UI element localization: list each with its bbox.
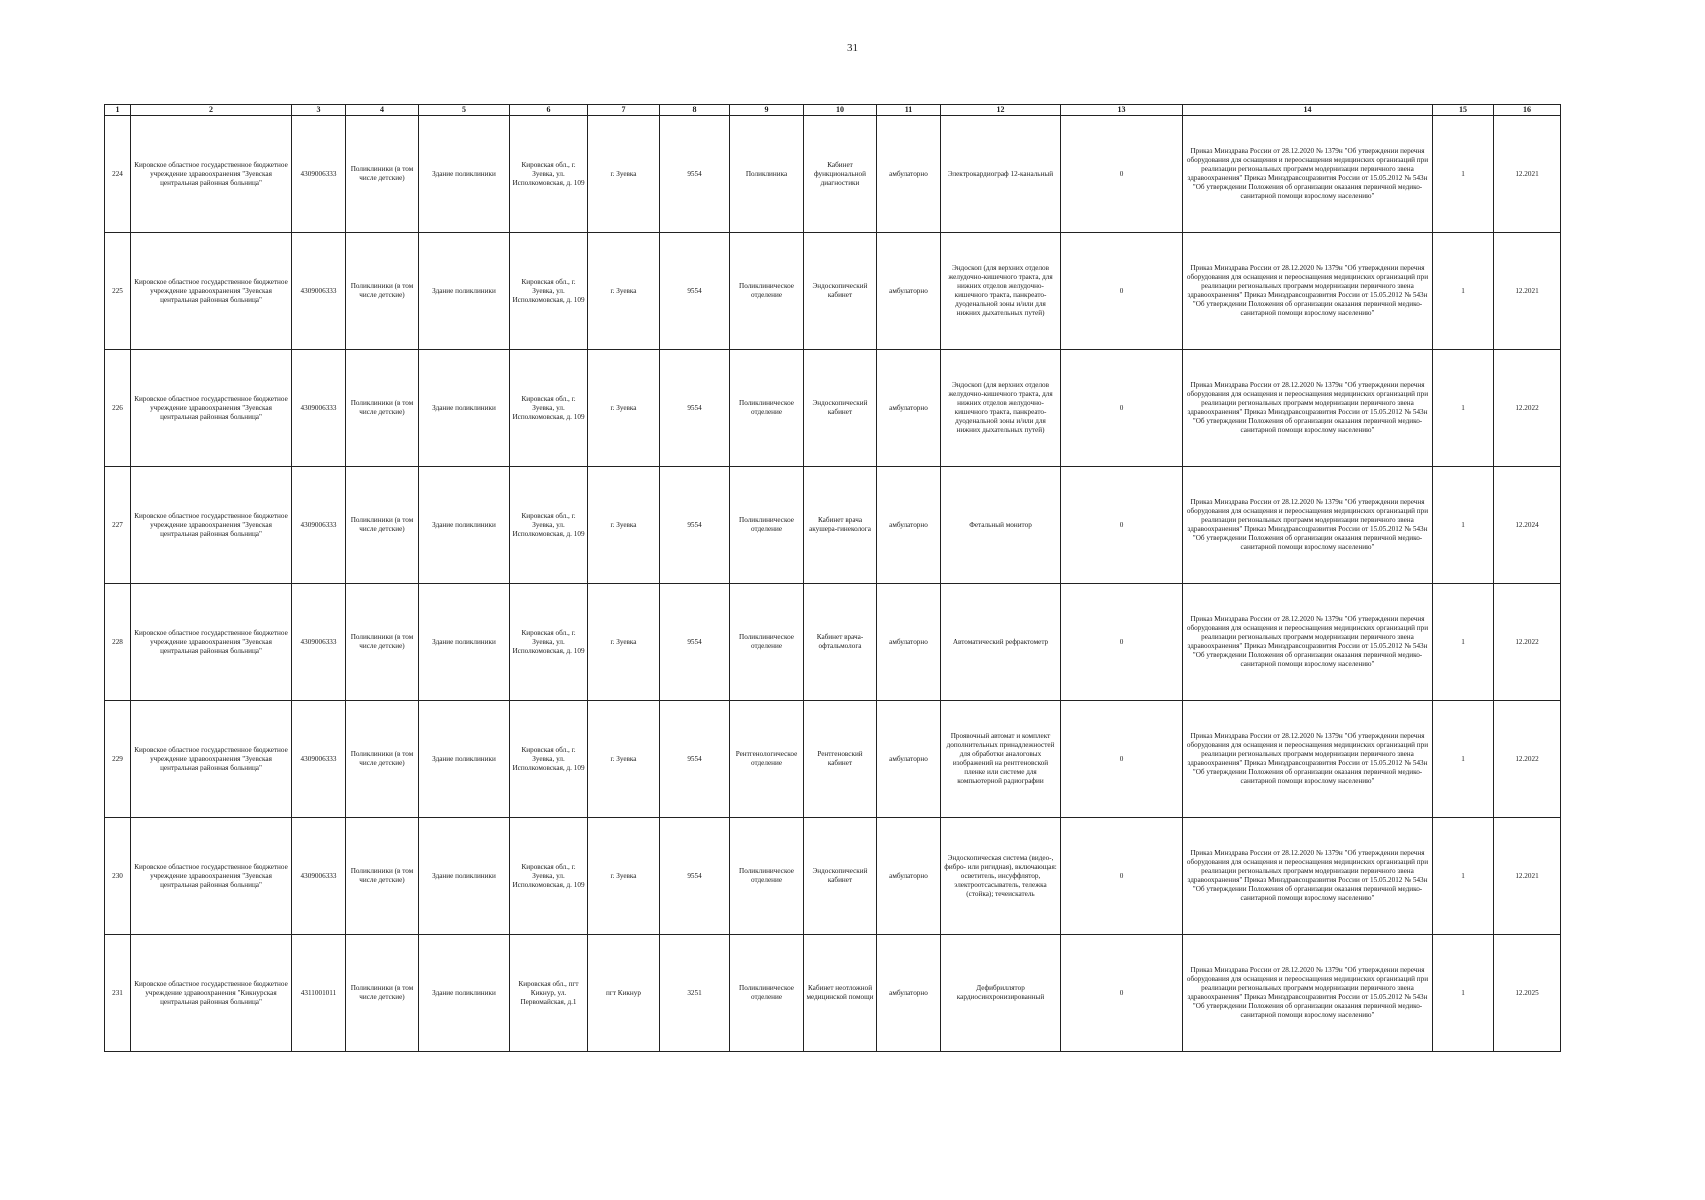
room-cell: Эндоскопический кабинет [804,818,877,935]
building-cell: Здание поликлиники [419,584,510,701]
regulation-document: Приказ Минздрава России от 28.12.2020 № 1379н "Об утверждении перечня оборудования для оснащения и переоснащения медицинских организаций при реализации региональных программ модернизации первичного звена здравоохранения" Приказ Минздравсоцразвития России от 15.05.2012 № 543н "Об утверждении Положения об организации оказания первичной медико-санитарной помощи взрослому населению" [1183,467,1433,584]
address-cell: Кировская обл., г. Зуевка, ул. Исполкомовская, д. 109 [510,818,588,935]
code-cell: 9554 [660,584,730,701]
inn-cell: 4309006333 [292,818,346,935]
address-cell: Кировская обл., г. Зуевка, ул. Исполкомовская, д. 109 [510,467,588,584]
care-mode-cell: амбулаторно [877,233,941,350]
room-cell: Эндоскопический кабинет [804,233,877,350]
care-mode-cell: амбулаторно [877,467,941,584]
planned-quantity: 1 [1433,116,1494,233]
row-number: 225 [105,233,131,350]
row-number: 227 [105,467,131,584]
table-row [105,818,1561,935]
existing-quantity: 0 [1061,935,1183,1052]
care-mode-cell: амбулаторно [877,584,941,701]
regulation-document: Приказ Минздрава России от 28.12.2020 № 1379н "Об утверждении перечня оборудования для оснащения и переоснащения медицинских организаций при реализации региональных программ модернизации первичного звена здравоохранения" Приказ Минздравсоцразвития России от 15.05.2012 № 543н "Об утверждении Положения об организации оказания первичной медико-санитарной помощи взрослому населению" [1183,701,1433,818]
inn-cell: 4309006333 [292,233,346,350]
department-cell: Поликлиническое отделение [730,467,804,584]
delivery-date: 12.2024 [1494,467,1561,584]
delivery-date: 12.2025 [1494,935,1561,1052]
existing-quantity: 0 [1061,467,1183,584]
delivery-date: 12.2021 [1494,116,1561,233]
settlement-cell: г. Зуевка [588,818,660,935]
existing-quantity: 0 [1061,584,1183,701]
equipment-name: Эндоскоп (для верхних отделов желудочно-кишечного тракта, для нижних отделов желудочно-кишечного тракта, панкреато-дуоденальной зоны и/или для нижних дыхательных путей) [941,233,1061,350]
column-header: 10 [804,105,877,116]
planned-quantity: 1 [1433,350,1494,467]
table-row [105,116,1561,233]
column-header: 6 [510,105,588,116]
code-cell: 9554 [660,701,730,818]
existing-quantity: 0 [1061,350,1183,467]
address-cell: Кировская обл., г. Зуевка, ул. Исполкомовская, д. 109 [510,233,588,350]
code-cell: 3251 [660,935,730,1052]
department-cell: Рентгенологическое отделение [730,701,804,818]
settlement-cell: г. Зуевка [588,350,660,467]
column-header: 3 [292,105,346,116]
equipment-name: Электрокардиограф 12-канальный [941,116,1061,233]
inn-cell: 4309006333 [292,584,346,701]
settlement-cell: г. Зуевка [588,467,660,584]
delivery-date: 12.2022 [1494,350,1561,467]
equipment-name: Автоматический рефрактометр [941,584,1061,701]
table-row [105,701,1561,818]
column-header: 2 [131,105,292,116]
equipment-name: Проявочный автомат и комплект дополнительных принадлежностей для обработки аналоговых изображений на рентгеновской пленке или системе для компьютерной радиографии [941,701,1061,818]
code-cell: 9554 [660,116,730,233]
address-cell: Кировская обл., пгт Кикнур, ул. Первомайская, д.1 [510,935,588,1052]
equipment-name: Эндоскопическая система (видео-, фибро- или ригидная), включающая: осветитель, инсуффлятор, электроотсасыватель, тележка (стойка); течеискатель [941,818,1061,935]
facility-type: Поликлиники (в том числе детские) [346,935,419,1052]
department-cell: Поликлиническое отделение [730,233,804,350]
code-cell: 9554 [660,467,730,584]
column-header: 7 [588,105,660,116]
building-cell: Здание поликлиники [419,818,510,935]
care-mode-cell: амбулаторно [877,116,941,233]
row-number: 229 [105,701,131,818]
care-mode-cell: амбулаторно [877,818,941,935]
settlement-cell: г. Зуевка [588,116,660,233]
inn-cell: 4309006333 [292,116,346,233]
row-number: 231 [105,935,131,1052]
organization-name: Кировское областное государственное бюджетное учреждение здравоохранения "Зуевская центральная районная больница" [131,701,292,818]
organization-name: Кировское областное государственное бюджетное учреждение здравоохранения "Зуевская центральная районная больница" [131,467,292,584]
facility-type: Поликлиники (в том числе детские) [346,818,419,935]
equipment-table [104,104,1561,1052]
regulation-document: Приказ Минздрава России от 28.12.2020 № 1379н "Об утверждении перечня оборудования для оснащения и переоснащения медицинских организаций при реализации региональных программ модернизации первичного звена здравоохранения" Приказ Минздравсоцразвития России от 15.05.2012 № 543н "Об утверждении Положения об организации оказания первичной медико-санитарной помощи взрослому населению" [1183,116,1433,233]
organization-name: Кировское областное государственное бюджетное учреждение здравоохранения "Зуевская центральная районная больница" [131,584,292,701]
address-cell: Кировская обл., г. Зуевка, ул. Исполкомовская, д. 109 [510,701,588,818]
address-cell: Кировская обл., г. Зуевка, ул. Исполкомовская, д. 109 [510,116,588,233]
settlement-cell: г. Зуевка [588,701,660,818]
existing-quantity: 0 [1061,701,1183,818]
regulation-document: Приказ Минздрава России от 28.12.2020 № 1379н "Об утверждении перечня оборудования для оснащения и переоснащения медицинских организаций при реализации региональных программ модернизации первичного звена здравоохранения" Приказ Минздравсоцразвития России от 15.05.2012 № 543н "Об утверждении Положения об организации оказания первичной медико-санитарной помощи взрослому населению" [1183,935,1433,1052]
regulation-document: Приказ Минздрава России от 28.12.2020 № 1379н "Об утверждении перечня оборудования для оснащения и переоснащения медицинских организаций при реализации региональных программ модернизации первичного звена здравоохранения" Приказ Минздравсоцразвития России от 15.05.2012 № 543н "Об утверждении Положения об организации оказания первичной медико-санитарной помощи взрослому населению" [1183,233,1433,350]
delivery-date: 12.2021 [1494,233,1561,350]
column-header: 8 [660,105,730,116]
column-header: 16 [1494,105,1561,116]
delivery-date: 12.2022 [1494,584,1561,701]
organization-name: Кировское областное государственное бюджетное учреждение здравоохранения "Зуевская центральная районная больница" [131,233,292,350]
planned-quantity: 1 [1433,935,1494,1052]
existing-quantity: 0 [1061,818,1183,935]
regulation-document: Приказ Минздрава России от 28.12.2020 № 1379н "Об утверждении перечня оборудования для оснащения и переоснащения медицинских организаций при реализации региональных программ модернизации первичного звена здравоохранения" Приказ Минздравсоцразвития России от 15.05.2012 № 543н "Об утверждении Положения об организации оказания первичной медико-санитарной помощи взрослому населению" [1183,350,1433,467]
equipment-name: Фетальный монитор [941,467,1061,584]
existing-quantity: 0 [1061,233,1183,350]
facility-type: Поликлиники (в том числе детские) [346,701,419,818]
code-cell: 9554 [660,233,730,350]
facility-type: Поликлиники (в том числе детские) [346,116,419,233]
settlement-cell: г. Зуевка [588,584,660,701]
inn-cell: 4309006333 [292,350,346,467]
row-number: 230 [105,818,131,935]
existing-quantity: 0 [1061,116,1183,233]
room-cell: Эндоскопический кабинет [804,350,877,467]
table-row [105,584,1561,701]
address-cell: Кировская обл., г. Зуевка, ул. Исполкомовская, д. 109 [510,350,588,467]
row-number: 226 [105,350,131,467]
planned-quantity: 1 [1433,233,1494,350]
equipment-name: Дефибриллятор кардиосинхронизированный [941,935,1061,1052]
equipment-name: Эндоскоп (для верхних отделов желудочно-кишечного тракта, для нижних отделов желудочно-кишечного тракта, панкреато-дуоденальной зоны и/или для нижних дыхательных путей) [941,350,1061,467]
organization-name: Кировское областное государственное бюджетное учреждение здравоохранения "Зуевская центральная районная больница" [131,350,292,467]
column-header: 5 [419,105,510,116]
column-header: 4 [346,105,419,116]
row-number: 228 [105,584,131,701]
header-row [105,105,1561,116]
column-header: 9 [730,105,804,116]
table-row [105,935,1561,1052]
inn-cell: 4309006333 [292,701,346,818]
column-header: 12 [941,105,1061,116]
department-cell: Поликлиническое отделение [730,584,804,701]
facility-type: Поликлиники (в том числе детские) [346,350,419,467]
building-cell: Здание поликлиники [419,350,510,467]
column-header: 11 [877,105,941,116]
organization-name: Кировское областное государственное бюджетное учреждение здравоохранения "Зуевская центральная районная больница" [131,116,292,233]
planned-quantity: 1 [1433,818,1494,935]
inn-cell: 4311001011 [292,935,346,1052]
code-cell: 9554 [660,818,730,935]
column-header: 13 [1061,105,1183,116]
room-cell: Кабинет функциональной диагностики [804,116,877,233]
care-mode-cell: амбулаторно [877,701,941,818]
department-cell: Поликлиническое отделение [730,350,804,467]
organization-name: Кировское областное государственное бюджетное учреждение здравоохранения "Зуевская центральная районная больница" [131,818,292,935]
care-mode-cell: амбулаторно [877,350,941,467]
room-cell: Кабинет неотложной медицинской помощи [804,935,877,1052]
table-row [105,350,1561,467]
table-row [105,467,1561,584]
row-number: 224 [105,116,131,233]
page-number: 31 [847,42,858,54]
room-cell: Рентгеновский кабинет [804,701,877,818]
building-cell: Здание поликлиники [419,935,510,1052]
planned-quantity: 1 [1433,467,1494,584]
address-cell: Кировская обл., г. Зуевка, ул. Исполкомовская, д. 109 [510,584,588,701]
table-row [105,233,1561,350]
column-header: 15 [1433,105,1494,116]
organization-name: Кировское областное государственное бюджетное учреждение здравоохранения "Кикнурская центральная районная больница" [131,935,292,1052]
planned-quantity: 1 [1433,701,1494,818]
column-header: 1 [105,105,131,116]
facility-type: Поликлиники (в том числе детские) [346,467,419,584]
care-mode-cell: амбулаторно [877,935,941,1052]
delivery-date: 12.2022 [1494,701,1561,818]
delivery-date: 12.2021 [1494,818,1561,935]
inn-cell: 4309006333 [292,467,346,584]
regulation-document: Приказ Минздрава России от 28.12.2020 № 1379н "Об утверждении перечня оборудования для оснащения и переоснащения медицинских организаций при реализации региональных программ модернизации первичного звена здравоохранения" Приказ Минздравсоцразвития России от 15.05.2012 № 543н "Об утверждении Положения об организации оказания первичной медико-санитарной помощи взрослому населению" [1183,584,1433,701]
building-cell: Здание поликлиники [419,701,510,818]
settlement-cell: г. Зуевка [588,233,660,350]
regulation-document: Приказ Минздрава России от 28.12.2020 № 1379н "Об утверждении перечня оборудования для оснащения и переоснащения медицинских организаций при реализации региональных программ модернизации первичного звена здравоохранения" Приказ Минздравсоцразвития России от 15.05.2012 № 543н "Об утверждении Положения об организации оказания первичной медико-санитарной помощи взрослому населению" [1183,818,1433,935]
room-cell: Кабинет врача-офтальмолога [804,584,877,701]
facility-type: Поликлиники (в том числе детские) [346,233,419,350]
department-cell: Поликлиника [730,116,804,233]
department-cell: Поликлиническое отделение [730,935,804,1052]
building-cell: Здание поликлиники [419,116,510,233]
code-cell: 9554 [660,350,730,467]
building-cell: Здание поликлиники [419,467,510,584]
facility-type: Поликлиники (в том числе детские) [346,584,419,701]
settlement-cell: пгт Кикнур [588,935,660,1052]
planned-quantity: 1 [1433,584,1494,701]
building-cell: Здание поликлиники [419,233,510,350]
department-cell: Поликлиническое отделение [730,818,804,935]
column-header: 14 [1183,105,1433,116]
room-cell: Кабинет врача акушера-гинеколога [804,467,877,584]
